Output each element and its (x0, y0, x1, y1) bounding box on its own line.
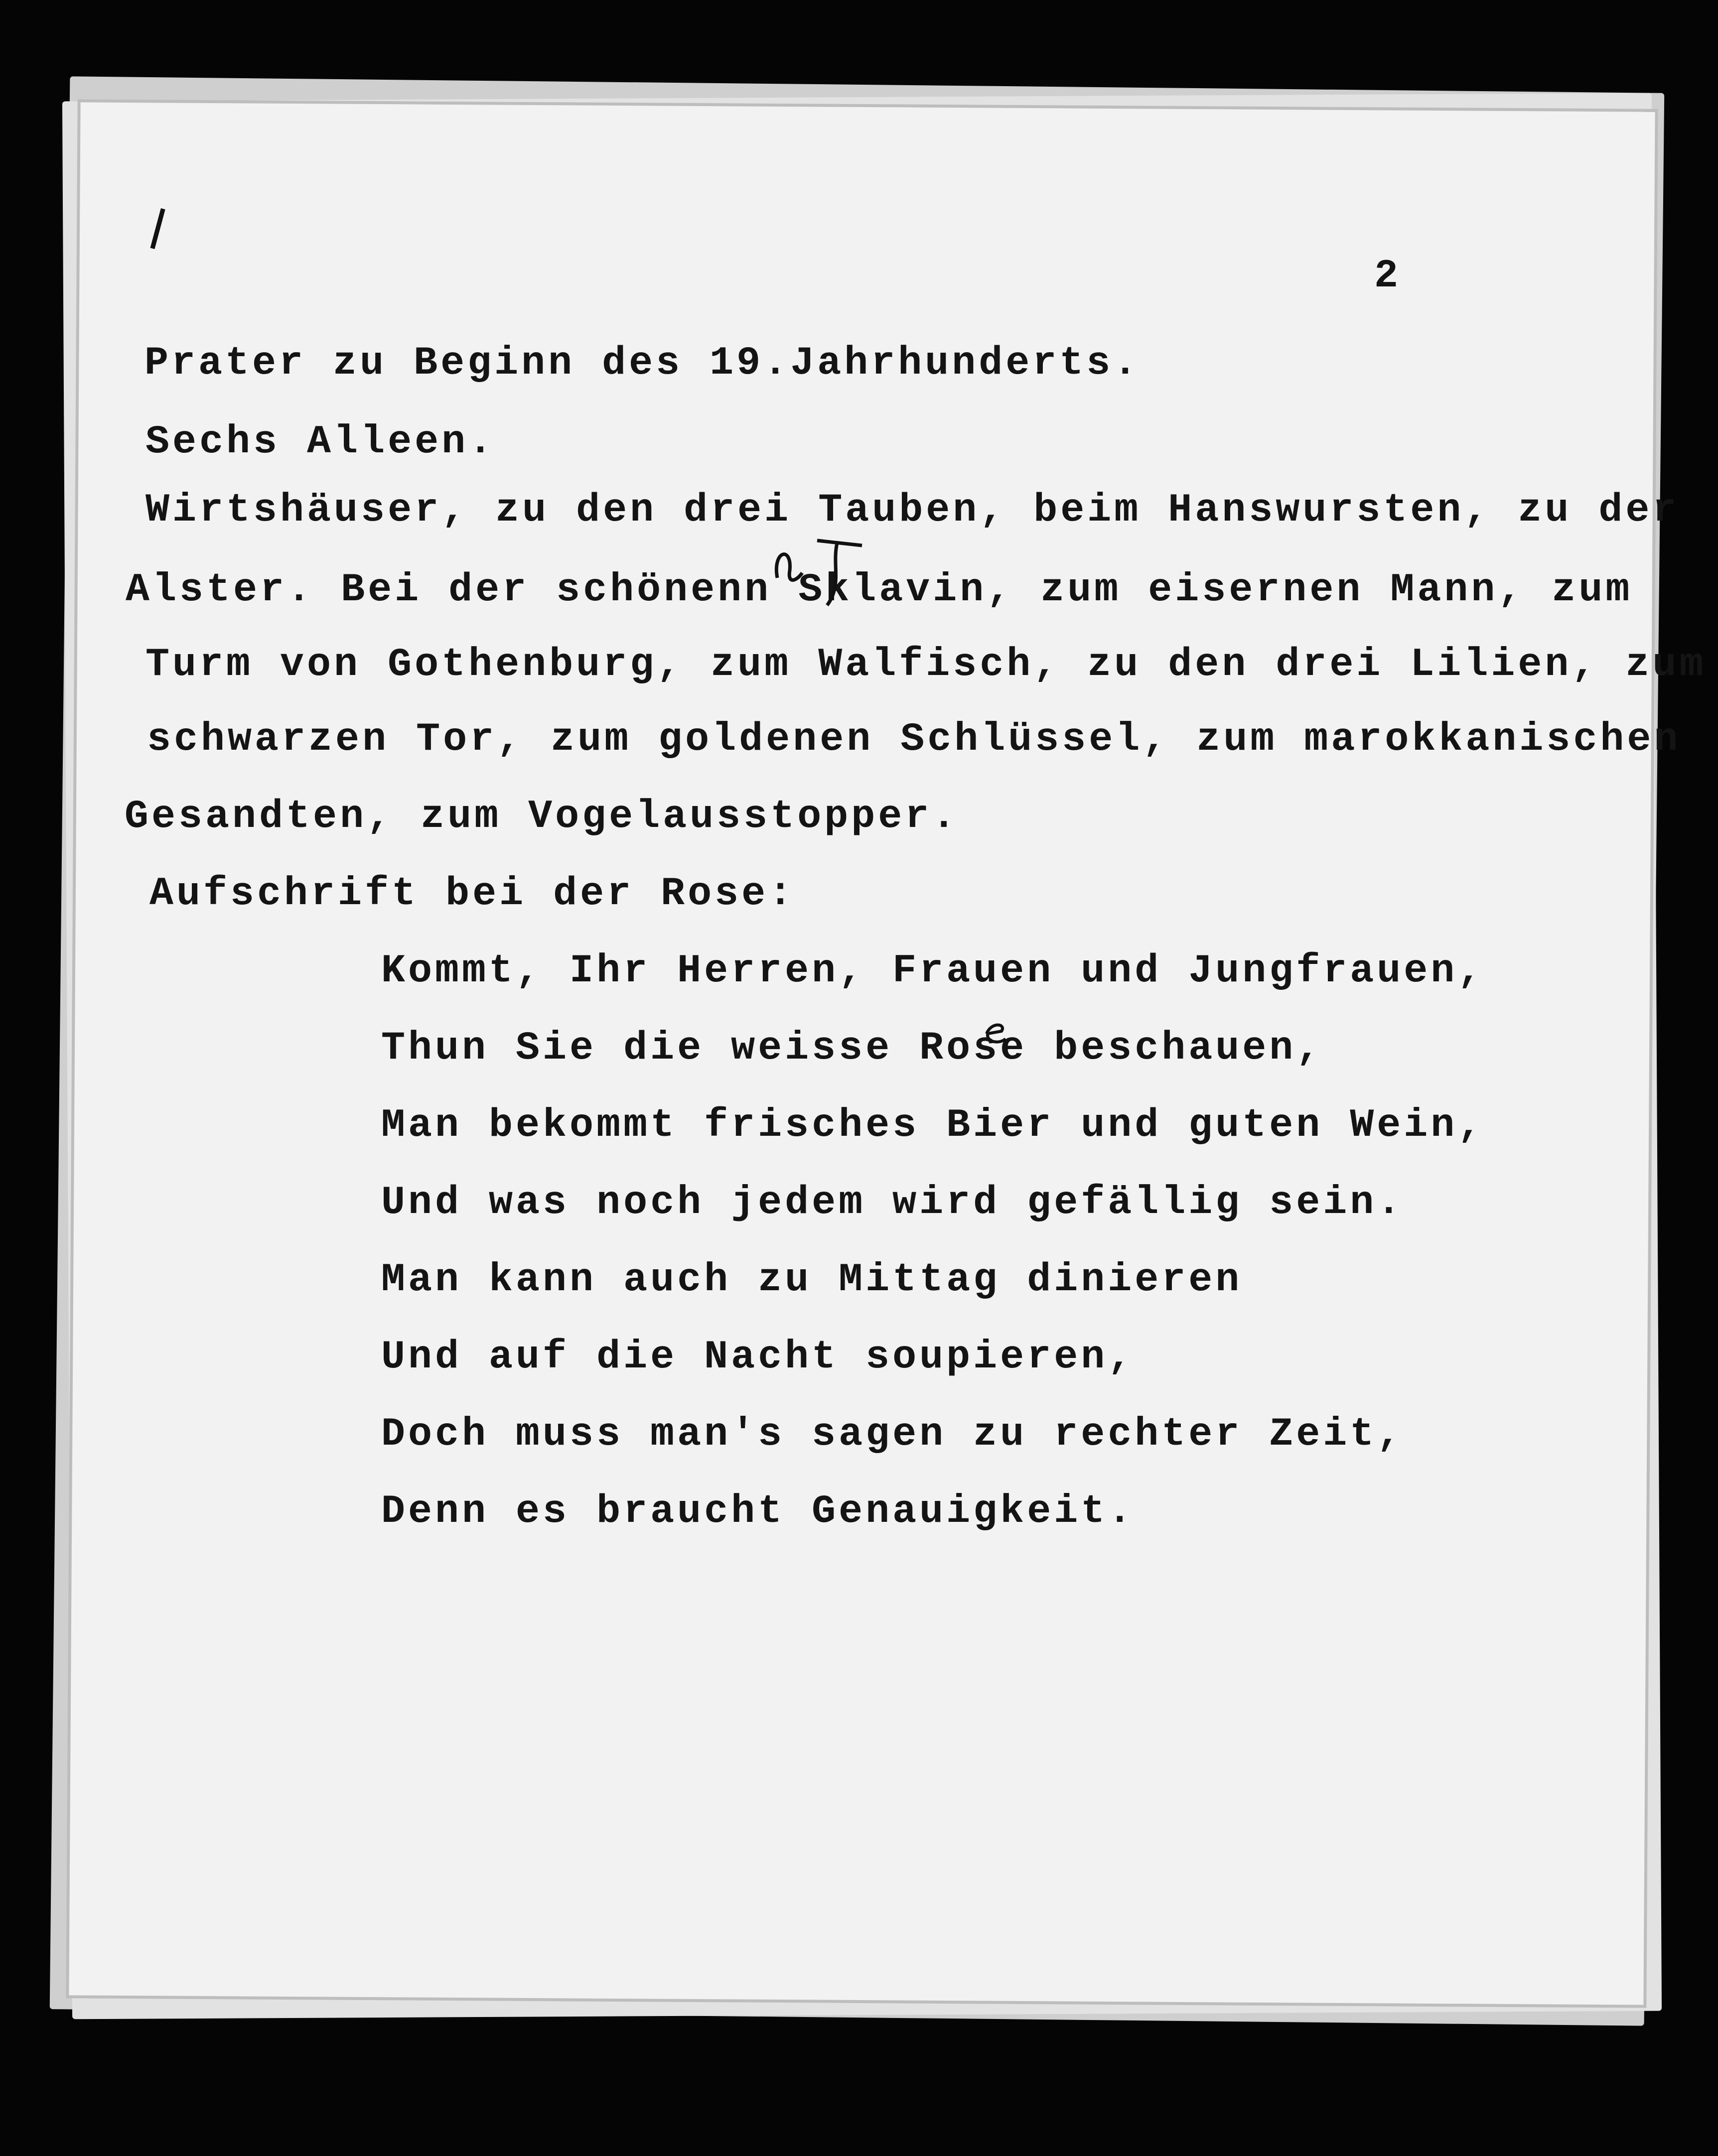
handwritten-correction (762, 531, 872, 615)
paragraph-line-8: Aufschrift bei der Rose: (149, 871, 796, 917)
paragraph-line-6: schwarzen Tor, zum goldenen Schlüssel, zum marokkanischen (147, 717, 1681, 762)
paragraph-line-5: Turm von Gothenburg, zum Walfisch, zu den drei Lilien, zum (145, 642, 1707, 687)
verse-line-6: Und auf die Nacht soupieren, (381, 1335, 1135, 1380)
verse-line-4: Und was noch jedem wird gefällig sein. (381, 1180, 1404, 1225)
paragraph-line-3: Wirtshäuser, zu den drei Tauben, beim Hanswursten, zu der (145, 488, 1680, 533)
paragraph-line-7: Gesandten, zum Vogelausstopper. (125, 794, 959, 839)
verse-line-1: Kommt, Ihr Herren, Frauen und Jungfrauen, (381, 948, 1485, 994)
page-number: 2 (1374, 254, 1402, 299)
handwritten-e-correction (982, 1016, 1011, 1046)
verse-line-2: Thun Sie die weisse Rose beschauen, (381, 1026, 1323, 1071)
verse-line-5: Man kann auch zu Mittag dinieren (381, 1257, 1243, 1303)
paragraph-line-1: Prater zu Beginn des 19.Jahrhunderts. (144, 341, 1141, 386)
verse-line-7: Doch muss man's sagen zu rechter Zeit, (381, 1412, 1404, 1457)
pen-mark: ❘ (136, 198, 181, 253)
verse-line-3: Man bekommt frisches Bier und guten Wein, (381, 1103, 1485, 1148)
paragraph-line-2: Sechs Alleen. (145, 419, 496, 465)
verse-line-8: Denn es braucht Genauigkeit. (381, 1489, 1135, 1534)
paragraph-line-4: Alster. Bei der schönenn Sklavin, zum eisernen Mann, zum (126, 567, 1633, 613)
